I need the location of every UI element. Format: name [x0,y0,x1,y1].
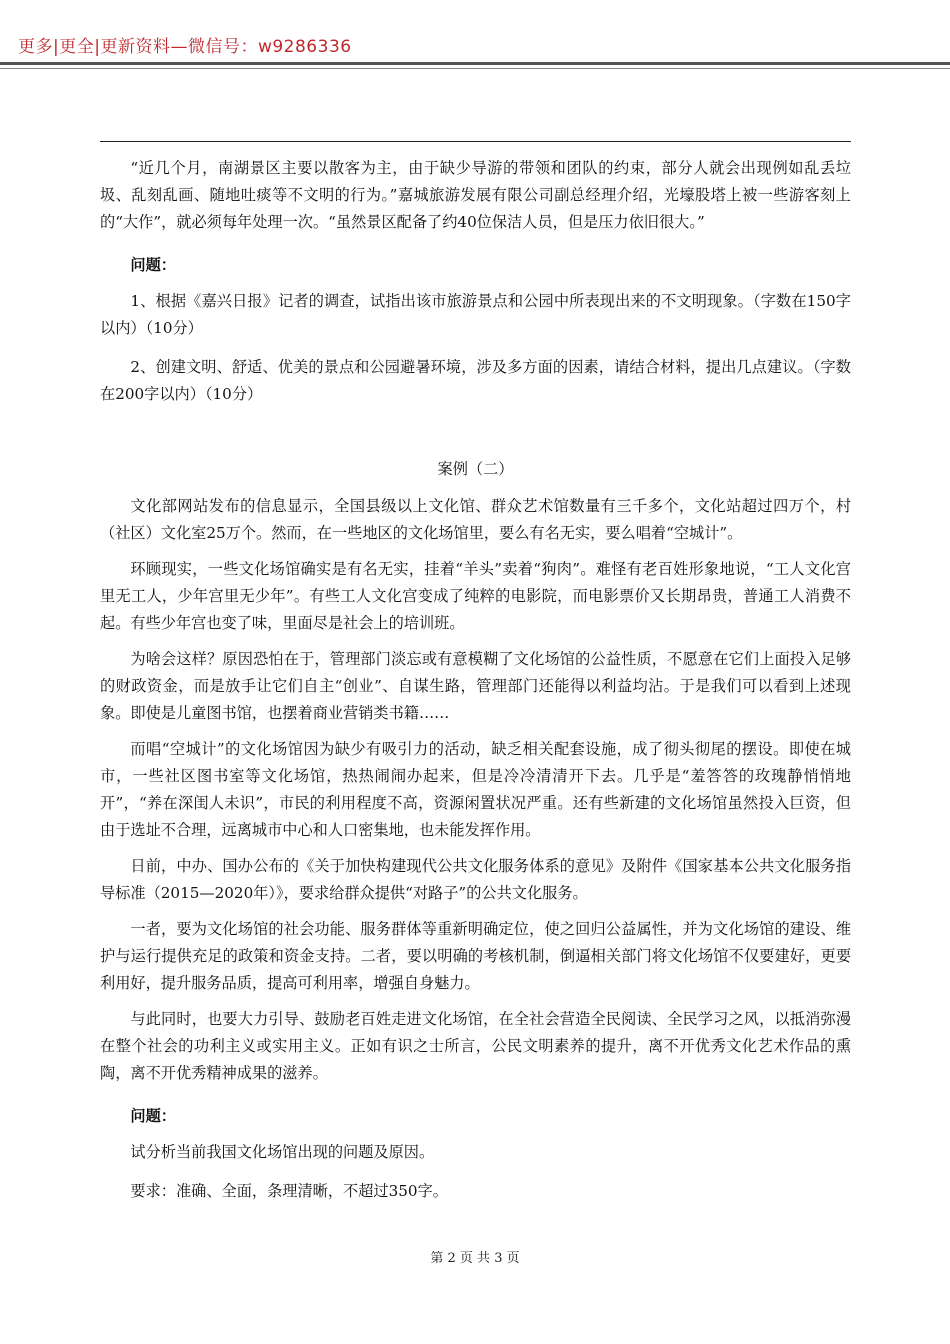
case2-paragraph: 而唱“空城计”的文化场馆因为缺少有吸引力的活动，缺乏相关配套设施，成了彻头彻尾的摆设。即使在城市，一些社区图书室等文化场馆，热热闹闹办起来，但是冷冷清清开下去。几乎是“羞答答的玫瑰静悄悄地开”，“养在深闺人未识”，市民的利用程度不高，资源闲置状况严重。还有些新建的文化场馆虽然投入巨资，但由于选址不合理，远离城市中心和人口密集地，也未能发挥作用。 [100,740,851,839]
header-rule-thick [0,62,950,65]
case2-paragraph: 文化部网站发布的信息显示，全国县级以上文化馆、群众艺术馆数量有三千多个，文化站超过四万个，村（社区）文化室25万个。然而，在一些地区的文化场馆里，要么有名无实，要么唱着“空城计”。 [100,497,851,542]
case1-paragraph: “近几个月，南湖景区主要以散客为主，由于缺少导游的带领和团队的约束，部分人就会出现例如乱丢垃圾、乱刻乱画、随地吐痰等不文明的行为。”嘉城旅游发展有限公司副总经理介绍，光壕股塔上被一些游客刻上的“大作”，就必须每年处理一次。“虽然景区配备了约40位保洁人员，但是压力依旧很大。” [100,159,851,231]
case2-paragraph: 为啥会这样？原因恐怕在于，管理部门淡忘或有意模糊了文化场馆的公益性质，不愿意在它们上面投入足够的财政资金，而是放手让它们自主“创业”、自谋生路，管理部门还能得以利益均沾。于是我们可以看到上述现象。即使是儿童图书馆，也摆着商业营销类书籍…… [100,650,851,722]
case1-question-1: 1、根据《嘉兴日报》记者的调查，试指出该市旅游景点和公园中所表现出来的不文明现象。（字数在150字以内）（10分） [100,292,851,337]
header-rule-thin [0,68,950,69]
case2-paragraph: 环顾现实，一些文化场馆确实是有名无实，挂着“羊头”卖着“狗肉”。难怪有老百姓形象地说，“工人文化宫里无工人，少年宫里无少年”。有些工人文化宫变成了纯粹的电影院，而电影票价又长期昂贵，普通工人消费不起。有些少年宫也变了味，里面尽是社会上的培训班。 [100,560,851,632]
case1-question-heading: 问题： [130,256,176,274]
case2-question: 试分析当前我国文化场馆出现的问题及原因。 [130,1143,435,1161]
page-footer: 第 2 页 共 3 页 [430,1251,520,1266]
case2-paragraph: 日前，中办、国办公布的《关于加快构建现代公共文化服务体系的意见》及附件《国家基本公共文化服务指导标准（2015—2020年）》，要求给群众提供“对路子”的公共文化服务。 [100,857,851,902]
page-content [100,155,851,1214]
content-top-rule [100,141,851,142]
case2-paragraph: 一者，要为文化场馆的社会功能、服务群体等重新明确定位，使之回归公益属性，并为文化场馆的建设、维护与运行提供充足的政策和资金支持。二者，要以明确的考核机制，倒逼相关部门将文化场馆不仅要建好，更要利用好，提升服务品质，提高可利用率，增强自身魅力。 [100,920,851,992]
case1-question-2: 2、创建文明、舒适、优美的景点和公园避暑环境，涉及多方面的因素，请结合材料，提出几点建议。（字数在200字以内）（10分） [100,358,851,403]
case2-question-heading: 问题： [130,1107,176,1125]
banner-text: 更多|更全|更新资料—微信号：w9286336 [18,37,352,57]
case2-requirement: 要求：准确、全面，条理清晰，不超过350字。 [130,1182,448,1200]
case2-title: 案例（二） [437,460,514,478]
case2-paragraph: 与此同时，也要大力引导、鼓励老百姓走进文化场馆，在全社会营造全民阅读、全民学习之风，以抵消弥漫在整个社会的功利主义或实用主义。正如有识之士所言，公民文明素养的提升，离不开优秀文化艺术作品的熏陶，离不开优秀精神成果的滋养。 [100,1010,851,1082]
